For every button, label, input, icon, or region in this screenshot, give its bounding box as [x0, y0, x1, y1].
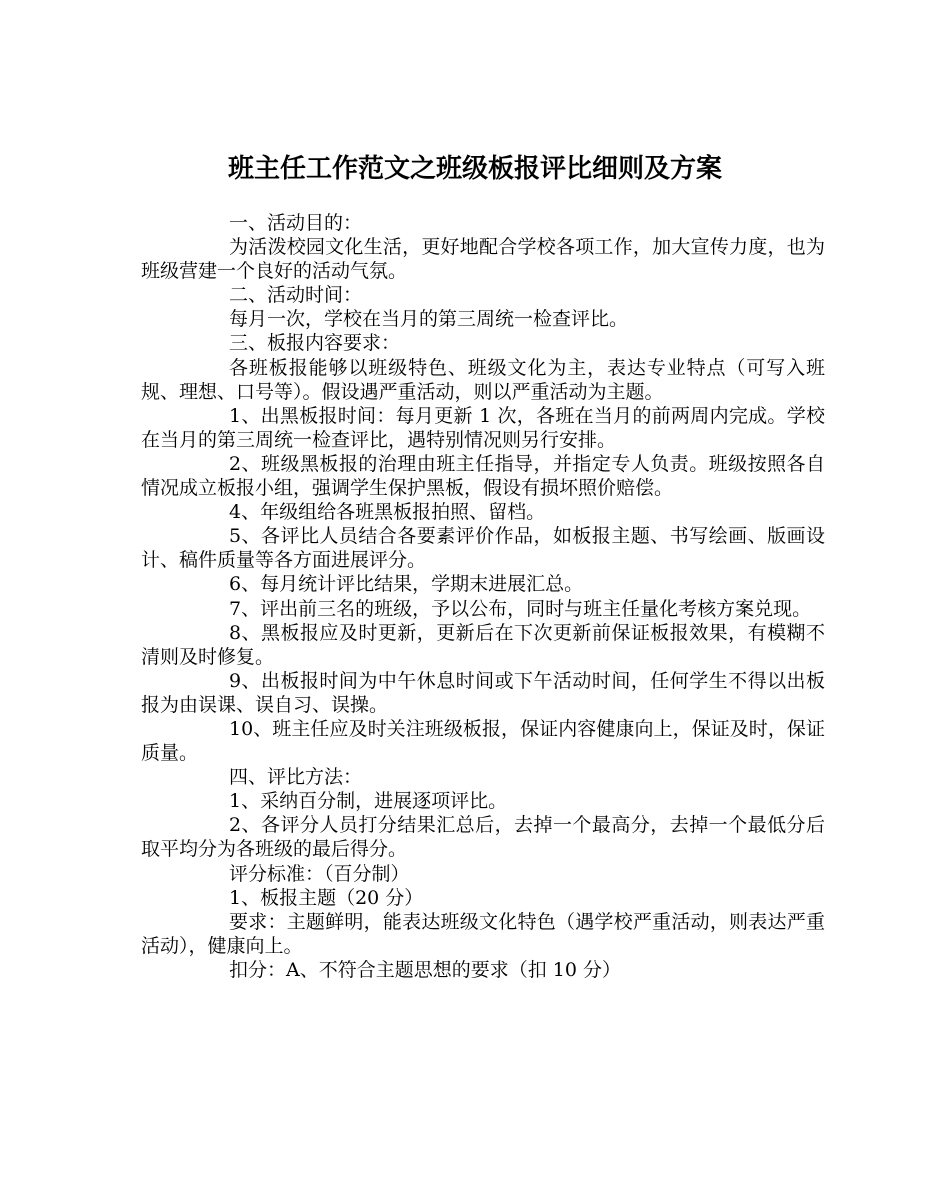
paragraph-8: 2、班级黑板报的治理由班主任指导，并指定专人负责。班级按照各自情况成立板报小组，强调学生保护黑板，假设有损坏照价赔偿。 [141, 452, 825, 500]
paragraph-18: 2、各评分人员打分结果汇总后，去掉一个最高分，去掉一个最低分后取平均分为各班级的最后得分。 [141, 814, 825, 861]
paragraph-2: 为活泼校园文化生活，更好地配合学校各项工作，加大宣传力度，也为班级营建一个良好的活动气氛。 [141, 236, 825, 283]
paragraph-3: 二、活动时间： [229, 284, 363, 307]
paragraph-19: 评分标准：（百分制） [229, 862, 410, 885]
paragraph-22: 扣分：A、不符合主题思想的要求（扣 10 分） [229, 958, 621, 981]
paragraph-16: 四、评比方法： [229, 766, 363, 789]
paragraph-12: 7、评出前三名的班级，予以公布，同时与班主任量化考核方案兑现。 [229, 597, 812, 620]
paragraph-9: 4、年级组给各班黑板报拍照、留档。 [229, 501, 546, 524]
paragraph-1: 一、活动目的： [229, 212, 363, 234]
paragraph-13: 8、黑板报应及时更新，更新后在下次更新前保证板报效果，有模糊不清则及时修复。 [141, 621, 825, 668]
paragraph-5: 三、板报内容要求： [229, 332, 401, 355]
document-body [141, 211, 825, 982]
paragraph-20: 1、板报主题（20 分） [229, 886, 424, 909]
paragraph-15: 10、班主任应及时关注班级板报，保证内容健康向上，保证及时，保证质量。 [141, 717, 825, 765]
paragraph-17: 1、采纳百分制，进展逐项评比。 [229, 790, 508, 813]
paragraph-7: 1、出黑板报时间：每月更新 1 次，各班在当月的前两周内完成。学校在当月的第三周统一检查评比，遇特别情况则另行安排。 [141, 404, 825, 451]
paragraph-21: 要求：主题鲜明，能表达班级文化特色（遇学校严重活动，则表达严重活动），健康向上。 [141, 910, 825, 957]
paragraph-10: 5、各评比人员结合各要素评价作品，如板报主题、书写绘画、版画设计、稿件质量等各方面进展评分。 [141, 525, 825, 572]
paragraph-6: 各班板报能够以班级特色、班级文化为主，表达专业特点（可写入班规、理想、口号等）。假设遇严重活动，则以严重活动为主题。 [141, 356, 825, 403]
paragraph-14: 9、出板报时间为中午休息时间或下午活动时间，任何学生不得以出板报为由误课、误自习、误操。 [141, 669, 825, 716]
document-title: 班主任工作范文之班级板报评比细则及方案 [227, 154, 722, 185]
paragraph-4: 每月一次，学校在当月的第三周统一检查评比。 [229, 308, 629, 331]
paragraph-11: 6、每月统计评比结果，学期末进展汇总。 [229, 573, 584, 596]
